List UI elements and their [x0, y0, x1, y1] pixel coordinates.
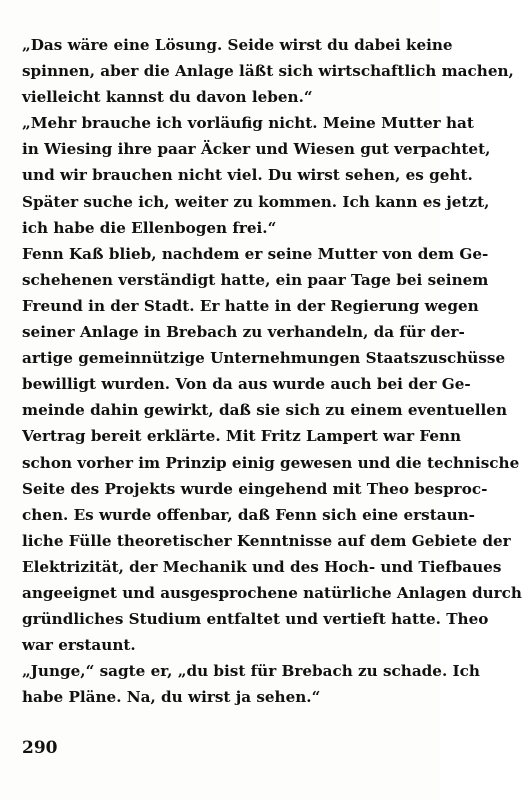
text-line: artige gemeinnützige Unternehmungen Staatszuschüsse [22, 349, 506, 368]
text-line: spinnen, aber die Anlage läßt sich wirtschaftlich machen, [22, 62, 514, 81]
text-line: in Wiesing ihre paar Äcker und Wiesen gut verpachtet, [22, 140, 491, 159]
text-line: „Junge,“ sagte er, „du bist für Brebach zu schade. Ich [22, 662, 480, 681]
text-line: Fenn Kaß blieb, nachdem er seine Mutter von dem Ge- [22, 244, 489, 263]
text-line: „Das wäre eine Lösung. Seide wirst du dabei keine [22, 36, 453, 54]
text-line: ich habe die Ellenbogen frei.“ [22, 218, 277, 237]
text-line: angeeignet und ausgesprochene natürliche Anlagen durch [22, 583, 522, 602]
text-line: vielleicht kannst du davon leben.“ [22, 88, 313, 107]
text-line: liche Fülle theoretischer Kenntnisse auf dem Gebiete der [22, 531, 511, 550]
text-line: Seite des Projekts wurde eingehend mit Theo besproc- [22, 479, 488, 498]
text-line: habe Pläne. Na, du wirst ja sehen.“ [22, 688, 321, 707]
text-line: „Mehr brauche ich vorläufig nicht. Meine Mutter hat [22, 114, 474, 133]
page-number: 290 [22, 738, 58, 758]
body-text [22, 32, 522, 710]
text-line: Freund in der Stadt. Er hatte in der Regierung wegen [22, 296, 479, 315]
text-line: Später suche ich, weiter zu kommen. Ich kann es jetzt, [22, 192, 490, 211]
text-line: schehenen verständigt hatte, ein paar Tage bei seinem [22, 270, 489, 289]
text-line: Vertrag bereit erklärte. Mit Fritz Lampert war Fenn [22, 427, 462, 446]
text-line: meinde dahin gewirkt, daß sie sich zu einem eventuellen [22, 401, 508, 420]
text-line: chen. Es wurde offenbar, daß Fenn sich eine erstaun- [22, 505, 475, 524]
text-line: schon vorher im Prinzip einig gewesen und die technische [22, 453, 520, 472]
text-line: Elektrizität, der Mechanik und des Hoch- und Tiefbaues [22, 557, 502, 576]
text-line: seiner Anlage in Brebach zu verhandeln, da für der- [22, 323, 465, 342]
text-line: war erstaunt. [22, 636, 136, 655]
text-line: gründliches Studium entfaltet und vertieft hatte. Theo [22, 610, 489, 629]
text-line: bewilligt wurden. Von da aus wurde auch bei der Ge- [22, 375, 471, 394]
text-line: und wir brauchen nicht viel. Du wirst sehen, es geht. [22, 166, 473, 185]
